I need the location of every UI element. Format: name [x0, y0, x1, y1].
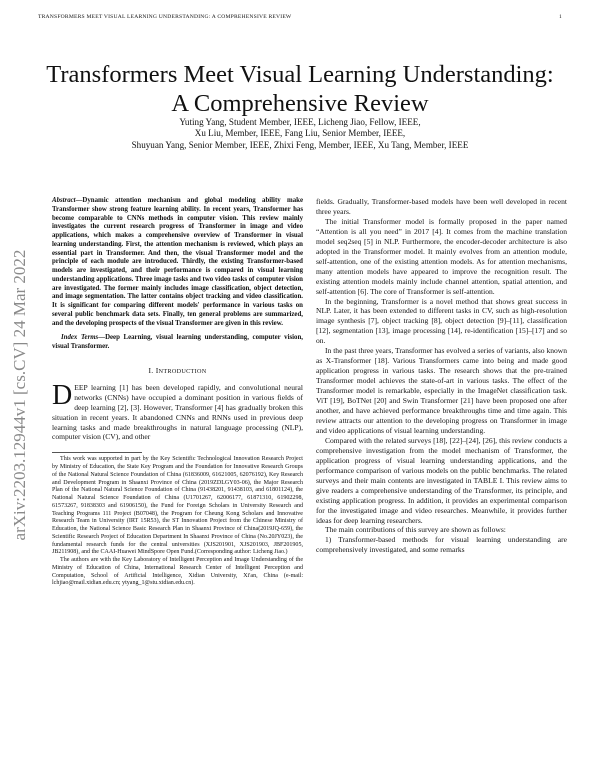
index-terms — [52, 334, 303, 352]
footnote-rule — [52, 452, 142, 453]
paper-title-line-1: Transformers Meet Visual Learning Understanding: — [46, 61, 554, 88]
affiliation-footnote: The authors are with the Key Laboratory of Intelligent Perception and Image Understanding of the Ministry of Education of China, International Research Center of Intelligent Perception and Computation, School of Artificial Intelligence, Xidian University, Xi'an, China (e-mail: lchjiao@mail.xidian.edu.cn; ytyang_1@stu.xidian.edu.cn). — [52, 557, 303, 587]
funding-footnote: This work was supported in part by the Key Scientific Technological Innovation Research Project by Ministry of Education, the State Key Program and the Foundation for Innovative Research Groups of the National Natural Science Foundation of China (61836009, 61621005, 62076192), Key Research and Development Program in Shaanxi Province of China (2019ZDLGY03-06), the Major Research Plan of the National Natural Science Foundation of China (91438201, 91438103, and 61801124), the National Natural Science Foundation of China (U1701267, 62006177, 61871310, 61902298, 61573267, 91838303 and 61906150), the Fund for Foreign Scholars in University Research and Teaching Programs 111 Project (B07048), the Program for Cheung Kong Scholars and Innovative Research Team in University (IRT 15R53), the ST Innovation Project from the Chinese Ministry of Education, the National Science Basic Research Plan in Shaanxi Province of China(2019JQ-659), the Scientific Research Project of Education Department In Shaanxi Province of China (No.20JY023), the fundamental research funds for the central universities (XJS201901, XJS201903, JBF201905, JB211908), and the CAAI-Huawei MindSpore Open Fund.(Corresponding author: Licheng Jiao.) — [52, 456, 303, 556]
section-numeral: I. — [148, 365, 156, 375]
abstract-text: —Dynamic attention mechanism and global modeling ability make Transformer show strong feature learning ability. In recent years, Transformer has become comparable to CNNs methods in computer vision. This review mainly investigates the current research progress of Transformer in image and video applications, which makes a comprehensive overview of Transformer in visual learning understanding. First, the attention mechanism is reviewed, which plays an essential part in Transformer. And then, the visual Transformer model and the principle of each module are introduced. Thirdly, the existing Transformer-based models are investigated, and their performance is compared in visual learning understanding applications. Three image tasks and two video tasks of computer vision are investigated. The former mainly includes image classification, object detection, and image segmentation. The latter contains object tracking and video classification. It is significant for comparing different models' performance in various tasks on several public benchmark data sets. Finally, ten general problems are summarized, and the developing prospects of the visual Transformer are given in this review. — [52, 197, 303, 327]
section-heading-introduction — [52, 366, 303, 377]
running-head — [38, 14, 562, 20]
introduction-text: EEP learning [1] has been developed rapidly, and convolutional neural networks (CNNs) have occupied a dominant position in various fields of deep learning [2], [3]. However, Transformer [4] has gradually broken this situation in recent years. It abandoned CNNs and RNNs used in previous deep learning tasks and made breakthroughs in natural language processing (NLP), computer vision (CV), and other — [52, 382, 303, 442]
introduction-paragraph — [52, 379, 303, 443]
body-paragraph: Compared with the related surveys [18], [22]–[24], [26], this review conducts a comprehensive investigation from the model mechanism of Transformer, the application progress of visual learning understanding applications, and the performance comparison of various models on the public benchmarks. The related surveys and their main contents are investigated in TABLE I. This review aims to give readers a comprehensive understanding of the Transformer, its principle, and existing application progress. In addition, it provides an experimental comparison for the investigated image and video researches. Meanwhile, it provides further ideas for deep learning researchers. — [316, 435, 567, 525]
author-list — [60, 117, 540, 151]
paper-title-line-2: A Comprehensive Review — [171, 90, 429, 117]
abstract-label: Abstract — [52, 197, 76, 204]
section-title-rest: NTRODUCTION — [158, 367, 207, 375]
body-paragraph: In the beginning, Transformer is a novel method that shows great success in NLP. Later, it has been extended to different tasks in CV, such as high-resolution image synthesis [7], object tracking [8], object detection [9]–[11], classification [12], segmentation [13], image processing [14], re-identification [15]–[17] and so on. — [316, 296, 567, 346]
left-column — [52, 197, 303, 588]
author-line-2: Xu Liu, Member, IEEE, Fang Liu, Senior Member, IEEE, — [194, 128, 406, 139]
index-terms-label: Index Terms — [61, 334, 99, 342]
contribution-item: 1) Transformer-based methods for visual learning understanding are comprehensively investigated, and some remarks — [316, 535, 567, 555]
body-paragraph-continuation: fields. Gradually, Transformer-based models have been well developed in recent three years. — [316, 197, 567, 216]
arxiv-identifier-stamp[interactable]: arXiv:2203.12944v1 [cs.CV] 24 Mar 2022 — [10, 249, 29, 541]
running-head-title: TRANSFORMERS MEET VISUAL LEARNING UNDERSTANDING: A COMPREHENSIVE REVIEW — [38, 14, 292, 20]
right-column — [316, 197, 567, 555]
section-first-letter: I — [155, 365, 159, 375]
body-paragraph: In the past three years, Transformer has evolved a series of variants, also known as X-Transformer [18]. Various Transformers came into being and made good application progress in various tasks. The research shows that the pre-trained Transformer model achieves the state-of-art in various tasks. The effect of the Transformer model is remarkable, especially in the ImageNet classification task. ViT [19], BoTNet [20] and Swin Transformer [21] have been proposed one after another, and have achieved performance breakthroughs time and time again. This review attracts our attention to the developing progress on Transformer in image and video applications of visual learning understanding. — [316, 346, 567, 435]
author-line-3: Shuyuan Yang, Senior Member, IEEE, Zhixi Feng, Member, IEEE, Xu Tang, Member, IEEE — [131, 139, 469, 150]
author-line-1: Yuting Yang, Student Member, IEEE, Licheng Jiao, Fellow, IEEE, — [179, 117, 421, 127]
drop-cap: D — [52, 379, 73, 411]
abstract — [52, 197, 303, 328]
page-number: 1 — [559, 14, 562, 20]
body-paragraph: The initial Transformer model is formally proposed in the paper named “Attention is all you need” in 2017 [4]. It comes from the machine translation model seq2seq [5] in NLP. Furthermore, the encoder-decoder architecture is also adopted in the Transformer model. It mainly evolves from an attention module, self-attention, one of the existing attention models. As for attention mechanisms, many attention models have appeared to improve the recognition result. The existing attention models mainly include channel attention, spatial attention, and self-attention [6]. The core of Transformer is self-attention. — [316, 216, 567, 296]
index-terms-text: —Deep Learning, visual learning understanding, computer vision, visual Transformer. — [52, 334, 303, 350]
paper-title — [40, 60, 560, 118]
body-paragraph: The main contributions of this survey are shown as follows: — [325, 525, 506, 535]
